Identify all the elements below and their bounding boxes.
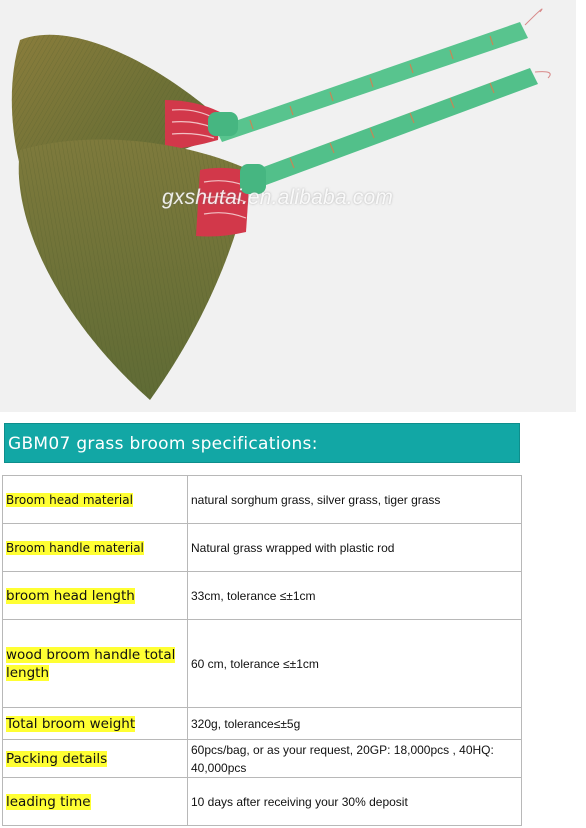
spec-label: Broom handle material	[6, 540, 144, 555]
table-row	[3, 740, 522, 778]
spec-label: wood broom handle total length	[6, 646, 176, 681]
spec-label: broom head length	[6, 587, 135, 604]
spec-label: Packing details	[6, 750, 108, 767]
product-photo	[0, 0, 576, 412]
spec-value: 60pcs/bag, or as your request, 20GP: 18,000pcs , 40HQ: 40,000pcs	[188, 740, 522, 778]
table-row	[3, 708, 522, 740]
spec-label: Total broom weight	[6, 715, 136, 732]
spec-title: GBM07 grass broom specifications:	[8, 434, 318, 454]
row-label-cell	[3, 524, 188, 572]
watermark-text: gxshutai.en.alibaba.com	[162, 186, 394, 209]
spec-value: 10 days after receiving your 30% deposit	[188, 778, 522, 826]
row-label-cell	[3, 572, 188, 620]
spec-table	[2, 475, 522, 826]
lower-broom-head	[19, 140, 266, 400]
table-row	[3, 620, 522, 708]
row-label-cell	[3, 708, 188, 740]
spec-value: 60 cm, tolerance ≤±1cm	[188, 620, 522, 708]
spec-value: 33cm, tolerance ≤±1cm	[188, 572, 522, 620]
row-label-cell	[3, 778, 188, 826]
row-label-cell	[3, 620, 188, 708]
upper-broom-handle	[215, 9, 542, 142]
table-row	[3, 572, 522, 620]
spec-label: leading time	[6, 793, 91, 810]
spec-label: Broom head material	[6, 492, 133, 507]
spec-value: Natural grass wrapped with plastic rod	[188, 524, 522, 572]
table-row	[3, 524, 522, 572]
table-row	[3, 778, 522, 826]
spec-title-bar	[4, 423, 520, 463]
spec-value: 320g, tolerance≤±5g	[188, 708, 522, 740]
spec-value: natural sorghum grass, silver grass, tiger grass	[188, 476, 522, 524]
row-label-cell	[3, 740, 188, 778]
row-label-cell	[3, 476, 188, 524]
lower-broom-handle	[250, 68, 550, 188]
table-row	[3, 476, 522, 524]
